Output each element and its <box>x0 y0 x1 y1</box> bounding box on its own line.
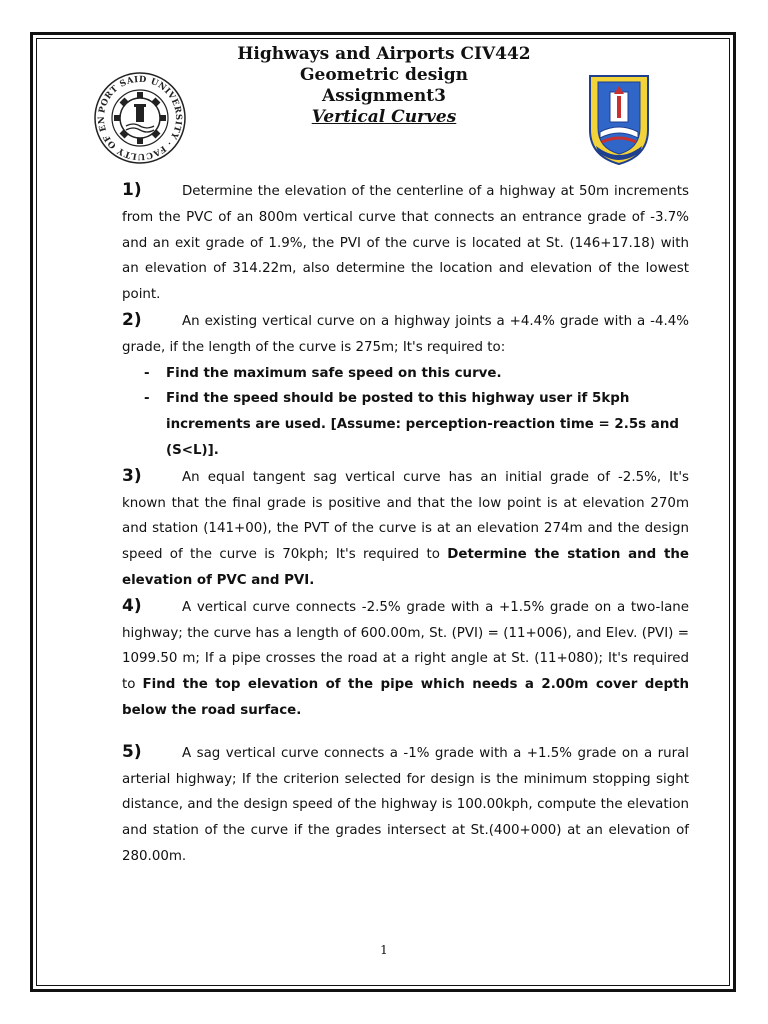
question-1 <box>122 178 689 308</box>
page-number: 1 <box>380 943 388 957</box>
assignment-title: Assignment3 <box>322 86 446 106</box>
question-number: 4) <box>122 595 142 616</box>
course-title: Highways and Airports CIV442 <box>237 44 531 64</box>
question-task: Find the top elevation of the pipe which needs a 2.00m cover depth below the road surface. <box>122 677 689 718</box>
spacer <box>122 724 689 740</box>
question-4 <box>122 594 689 724</box>
question-number: 1) <box>122 180 142 200</box>
bullet-text: Find the speed should be posted to this highway user if 5kph increments are used. [Assume: perception-reaction time = 2.5s and (S<L)]. <box>166 391 679 458</box>
assignment-subtitle: Vertical Curves <box>311 107 457 127</box>
question-task: Determine the station and the elevation of PVC and PVI. <box>122 547 689 588</box>
bullet-text: Find the maximum safe speed on this curve. <box>166 365 502 381</box>
question-text: An equal tangent sag vertical curve has an initial grade of -2.5%, It's known that the final grade is positive and that the low point is at elevation 270m and station (141+00), the PVT of the curve is at an elevation 274m and the design speed of the curve is 70kph; It's required to <box>122 469 689 563</box>
question-2-bullets <box>122 361 689 464</box>
bullet-dash: - <box>144 365 150 381</box>
question-text: A vertical curve connects -2.5% grade with a +1.5% grade on a two-lane highway; the curve has a length of 600.00m, St. (PVI) = (11+006), and Elev. (PVI) = 1099.50 m; If a pipe crosses the road at a right angle at St. (11+080); It's required to <box>122 599 689 693</box>
bullet-dash: - <box>144 391 150 407</box>
topic-title: Geometric design <box>300 65 468 85</box>
question-text: Determine the elevation of the centerline of a highway at 50m increments from the PVC of an 800m vertical curve that connects an entrance grade of -3.7% and an exit grade of 1.9%, the PVI of the curve is located at St. (146+17.18) with an elevation of 314.22m, also determine the location and elevation of the lowest point. <box>122 184 689 303</box>
document-header <box>0 44 768 128</box>
bullet-item <box>144 361 689 387</box>
bullet-item <box>144 386 689 463</box>
question-number: 3) <box>122 465 142 486</box>
question-5 <box>122 740 689 870</box>
question-text: An existing vertical curve on a highway joints a +4.4% grade with a -4.4% grade, if the length of the curve is 275m; It's required to: <box>122 313 689 355</box>
question-3 <box>122 464 689 594</box>
assignment-body <box>122 178 689 870</box>
question-text: A sag vertical curve connects a -1% grade with a +1.5% grade on a rural arterial highway; If the criterion selected for design is the minimum stopping sight distance, and the design speed of the highway is 100.00kph, compute the elevation and station of the curve if the grades intersect at St.(400+000) at an elevation of 280.00m. <box>122 745 689 864</box>
question-number: 5) <box>122 741 142 762</box>
logo-ring-text: PORT SAID UNIVERSITY · FACULTY OF EN <box>96 74 184 162</box>
question-number: 2) <box>122 309 142 330</box>
question-2 <box>122 308 689 464</box>
